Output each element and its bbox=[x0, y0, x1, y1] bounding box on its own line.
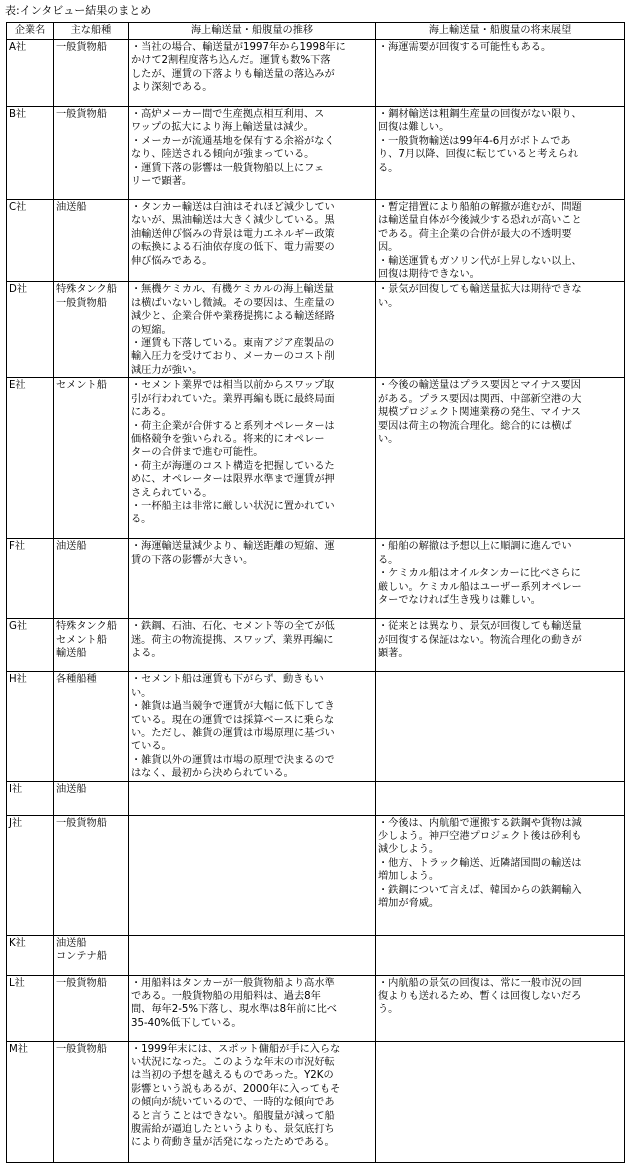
trend-cell bbox=[129, 539, 376, 619]
table-row bbox=[7, 40, 625, 107]
trend-cell bbox=[129, 935, 376, 975]
trend-line: ・荷主が海運のコスト構造を把握しているた bbox=[131, 460, 335, 472]
ship-line: 一般貨物船 bbox=[56, 297, 107, 309]
ship-type-cell bbox=[54, 107, 129, 200]
trend-cell bbox=[129, 200, 376, 282]
ship-type-cell bbox=[54, 935, 129, 975]
table-row bbox=[7, 672, 625, 781]
outlook-line: 少しよう。神戸空港プロジェクト後は砂利も bbox=[378, 830, 582, 842]
trend-line: は当初の予想を越えるものであった。Y2Kの bbox=[131, 1070, 334, 1082]
table-row bbox=[7, 781, 625, 815]
trend-line: ・運賃も下落している。東南アジア産製品の bbox=[131, 338, 335, 350]
trend-line: 価格競争を強いられる。将来的にオペレー bbox=[131, 433, 325, 445]
trend-line: より深刻である。 bbox=[131, 82, 213, 94]
outlook-line: 回復は難しい。 bbox=[378, 122, 450, 134]
trend-cell bbox=[129, 378, 376, 539]
trend-line: はなく、最初から決められている。 bbox=[131, 768, 294, 780]
ship-line: セメント船 bbox=[56, 634, 107, 646]
company-cell: M社 bbox=[7, 1041, 54, 1162]
outlook-line: り、7月以降、回復に転じていると考えられ bbox=[378, 149, 579, 161]
trend-line: い。 bbox=[131, 687, 152, 699]
outlook-line: ・暫定措置により船舶の解撤が進むが、問題 bbox=[378, 202, 582, 213]
ship-line: 油送船 bbox=[56, 783, 87, 795]
trend-cell bbox=[129, 1041, 376, 1162]
header-trend: 海上輸送量・船腹量の推移 bbox=[129, 23, 376, 40]
ship-type-cell bbox=[54, 815, 129, 935]
trend-line: ・高炉メーカー間で生産拠点相互利用、ス bbox=[131, 109, 325, 120]
trend-line: 引が行われていた。業界再編も既に最終局面 bbox=[131, 393, 335, 405]
trend-cell bbox=[129, 619, 376, 672]
company-cell: G社 bbox=[7, 619, 54, 672]
trend-line: の転換による石油依存度の低下、電力需要の bbox=[131, 242, 335, 254]
trend-line: 油輸送伸び悩みの背景は電力エネルギー政策 bbox=[131, 228, 335, 240]
trend-line: は横ばいないし微減。その要因は、生産量の bbox=[131, 297, 335, 309]
outlook-cell bbox=[376, 539, 625, 619]
table-row bbox=[7, 935, 625, 975]
table-body bbox=[7, 40, 625, 1163]
outlook-cell bbox=[376, 935, 625, 975]
outlook-line: ・鋼材輸送は粗鋼生産量の回復がない限り、 bbox=[378, 109, 582, 120]
trend-line: い状況になった。このような年末の市況好転 bbox=[131, 1056, 335, 1068]
ship-line: 一般貨物船 bbox=[56, 42, 107, 53]
trend-line: 減少と、企業合併や業務提携による輸送経路 bbox=[131, 311, 335, 323]
outlook-line: ・ケミカル船はオイルタンカーに比べさらに bbox=[378, 568, 581, 580]
trend-line: ・1999年末には、スポット傭船が手に入らな bbox=[131, 1043, 341, 1055]
outlook-line: い。 bbox=[378, 297, 399, 309]
table-row bbox=[7, 200, 625, 282]
ship-line: 油送船 bbox=[56, 541, 87, 553]
trend-line: により荷動き量が活発になったためである。 bbox=[131, 1137, 335, 1149]
outlook-line: 規模プロジェクト関連業務の発生、マイナス bbox=[378, 407, 581, 419]
table-row bbox=[7, 107, 625, 200]
outlook-cell bbox=[376, 378, 625, 539]
outlook-line: 要因は荷主の物流合理化。総合的には横ば bbox=[378, 420, 572, 432]
ship-line: 特殊タンク船 bbox=[56, 621, 117, 633]
table-row bbox=[7, 1041, 625, 1162]
company-cell: D社 bbox=[7, 282, 54, 378]
outlook-line: が回復する保証はない。物流合理化の動きが bbox=[378, 634, 582, 646]
trend-cell bbox=[129, 40, 376, 107]
header-outlook: 海上輸送量・船腹量の将来展望 bbox=[376, 23, 625, 40]
trend-line: リーで顕著。 bbox=[131, 176, 193, 188]
trend-line: 影響という説もあるが、2000年に入ってもそ bbox=[131, 1083, 341, 1095]
company-cell: C社 bbox=[7, 200, 54, 282]
table-row bbox=[7, 282, 625, 378]
outlook-line: 回復は期待できない。 bbox=[378, 269, 480, 281]
trend-line: ・雑貨は過当競争で運賃が大幅に低下してき bbox=[131, 701, 335, 713]
trend-line: ・セメント業界では相当以前からスワップ取 bbox=[131, 380, 335, 392]
table-caption: 表:インタビュー結果のまとめ bbox=[5, 4, 152, 17]
outlook-line: ・今後の輸送量はプラス要因とマイナス要因 bbox=[378, 380, 581, 392]
company-cell: A社 bbox=[7, 40, 54, 107]
trend-line: である。一般貨物船の用船料は、過去8年 bbox=[131, 990, 321, 1002]
outlook-line: がある。プラス要因は関西、中部新空港の大 bbox=[378, 393, 582, 405]
trend-line: る。 bbox=[131, 514, 152, 526]
ship-type-cell bbox=[54, 1041, 129, 1162]
ship-line: セメント船 bbox=[56, 380, 107, 392]
trend-cell bbox=[129, 975, 376, 1041]
outlook-line: ・鉄鋼について言えば、韓国からの鉄鋼輸入 bbox=[378, 884, 582, 896]
company-cell: E社 bbox=[7, 378, 54, 539]
outlook-line: る。 bbox=[378, 554, 399, 566]
ship-line: 特殊タンク船 bbox=[56, 284, 117, 296]
trend-line: したが、運賃の下落よりも輸送量の落込みが bbox=[131, 68, 335, 80]
outlook-line: 増加が脅威。 bbox=[378, 897, 440, 909]
trend-cell bbox=[129, 781, 376, 815]
trend-line: ・無機ケミカル、有機ケミカルの海上輸送量 bbox=[131, 284, 334, 296]
trend-line: めに、オペレーターは限界水準まで運賃が押 bbox=[131, 474, 335, 486]
outlook-line: ・今後は、内航船で運搬する鉄鋼や貨物は減 bbox=[378, 817, 582, 829]
ship-type-cell bbox=[54, 781, 129, 815]
trend-line: 35-40%低下している。 bbox=[131, 1017, 242, 1029]
outlook-line: である。荷主企業の合併が最大の不透明要 bbox=[378, 228, 572, 240]
company-cell: F社 bbox=[7, 539, 54, 619]
ship-type-cell bbox=[54, 282, 129, 378]
outlook-cell bbox=[376, 1041, 625, 1162]
trend-cell bbox=[129, 815, 376, 935]
company-cell: K社 bbox=[7, 935, 54, 975]
trend-line: の傾向が続いているので、一時的な傾向であ bbox=[131, 1097, 335, 1109]
ship-line: コンテナ船 bbox=[56, 950, 107, 962]
trend-cell bbox=[129, 107, 376, 200]
outlook-cell bbox=[376, 781, 625, 815]
outlook-line: 復よりも送れるため、暫くは回復しないだろ bbox=[378, 990, 582, 1002]
trend-line: ・メーカーが流通基地を保有する余裕がなく bbox=[131, 135, 335, 147]
trend-line: なり、陸送される傾向が強まっている。 bbox=[131, 149, 315, 161]
ship-type-cell bbox=[54, 975, 129, 1041]
trend-line: ターの合併まで進む可能性。 bbox=[131, 447, 264, 459]
outlook-line: う。 bbox=[378, 1004, 399, 1016]
outlook-cell bbox=[376, 107, 625, 200]
trend-line: ・セメント船は運賃も下がらず、動きもい bbox=[131, 674, 324, 686]
ship-type-cell bbox=[54, 378, 129, 539]
outlook-line: 増加しよう。 bbox=[378, 871, 440, 883]
trend-line: ている。現在の運賃では採算ベースに乗らな bbox=[131, 714, 335, 726]
trend-line: よる。 bbox=[131, 648, 162, 660]
outlook-line: 因。 bbox=[378, 242, 399, 254]
outlook-line: ・他方、トラック輸送、近隣諸国間の輸送は bbox=[378, 857, 582, 869]
table-row bbox=[7, 815, 625, 935]
interview-summary-table bbox=[6, 22, 625, 1163]
outlook-line: ・船舶の解撤は予想以上に順調に進んでい bbox=[378, 541, 572, 553]
outlook-line: ・内航船の景気の回復は、常に一般市況の回 bbox=[378, 977, 582, 989]
trend-line: 輸入圧力を受けており、メーカーのコスト削 bbox=[131, 351, 335, 363]
company-cell: B社 bbox=[7, 107, 54, 200]
trend-line: ・一杯船主は非常に厳しい状況に置かれてい bbox=[131, 500, 335, 512]
table-row bbox=[7, 975, 625, 1041]
trend-line: にある。 bbox=[131, 407, 172, 419]
trend-line: 減圧力が強い。 bbox=[131, 364, 203, 376]
ship-line: 油送船 bbox=[56, 937, 87, 949]
outlook-cell bbox=[376, 672, 625, 781]
trend-line: ・海運輸送量減少より、輸送距離の短縮、運 bbox=[131, 541, 335, 553]
trend-line: の短縮。 bbox=[131, 324, 172, 336]
ship-line: 輸送船 bbox=[56, 648, 87, 660]
ship-line: 一般貨物船 bbox=[56, 977, 107, 989]
trend-line: ると言うことはできない。船腹量が減って船 bbox=[131, 1110, 335, 1122]
outlook-line: 顕著。 bbox=[378, 648, 409, 660]
trend-line: 間、毎年2-5%下落し、現水準は8年前に比べ bbox=[131, 1004, 337, 1016]
outlook-cell bbox=[376, 619, 625, 672]
ship-type-cell bbox=[54, 200, 129, 282]
trend-line: ている。 bbox=[131, 741, 172, 753]
company-cell: L社 bbox=[7, 975, 54, 1041]
outlook-cell bbox=[376, 975, 625, 1041]
trend-line: ・タンカー輸送は白油はそれほど減少してい bbox=[131, 202, 335, 213]
trend-line: い。ただし、雑貨の運賃は市場原理に基づい bbox=[131, 727, 335, 739]
trend-line: さえられている。 bbox=[131, 487, 213, 499]
outlook-line: ターでなければ生き残りは難しい。 bbox=[378, 594, 541, 606]
outlook-line: る。 bbox=[378, 162, 399, 174]
company-cell: I社 bbox=[7, 781, 54, 815]
trend-cell bbox=[129, 282, 376, 378]
company-cell: H社 bbox=[7, 672, 54, 781]
outlook-cell bbox=[376, 282, 625, 378]
trend-line: ワップの拡大により海上輸送量は減少。 bbox=[131, 122, 314, 134]
outlook-cell bbox=[376, 40, 625, 107]
outlook-line: ・景気が回復しても輸送量拡大は期待できな bbox=[378, 284, 582, 296]
outlook-line: ・従来とは異なり、景気が回復しても輸送量 bbox=[378, 621, 582, 633]
outlook-line: 減少しよう。 bbox=[378, 844, 440, 856]
outlook-line: ・一般貨物輸送は99年4-6月がボトムであ bbox=[378, 135, 571, 147]
table-row bbox=[7, 539, 625, 619]
outlook-line: 厳しい。ケミカル船はユーザー系列オペレー bbox=[378, 581, 582, 593]
outlook-line: ・海運需要が回復する可能性もある。 bbox=[378, 42, 552, 53]
ship-line: 油送船 bbox=[56, 202, 87, 213]
ship-line: 一般貨物船 bbox=[56, 1043, 107, 1055]
outlook-line: ・輸送運賃もガソリン代が上昇しない以上、 bbox=[378, 255, 582, 267]
trend-line: ・鉄鋼、石油、石化、セメント等の全てが低 bbox=[131, 621, 335, 633]
trend-line: ないが、黒油輸送は大きく減少している。黒 bbox=[131, 215, 335, 227]
table-row bbox=[7, 619, 625, 672]
ship-type-cell bbox=[54, 619, 129, 672]
table-row bbox=[7, 378, 625, 539]
trend-line: ・荷主企業が合併すると系列オペレーターは bbox=[131, 420, 335, 432]
trend-line: 賃の下落の影響が大きい。 bbox=[131, 554, 254, 566]
ship-line: 一般貨物船 bbox=[56, 109, 107, 120]
trend-line: ・当社の場合、輸送量が1997年から1998年に bbox=[131, 42, 346, 53]
outlook-line: は輸送量自体が今後減少する恐れが高いこと bbox=[378, 215, 582, 227]
company-cell: J社 bbox=[7, 815, 54, 935]
header-ship-type: 主な船種 bbox=[54, 23, 129, 40]
trend-line: 伸び悩みである。 bbox=[131, 255, 213, 267]
header-company: 企業名 bbox=[7, 23, 54, 40]
ship-type-cell bbox=[54, 40, 129, 107]
outlook-line: い。 bbox=[378, 433, 399, 445]
trend-line: ・雑貨以外の運賃は市場の原理で決まるので bbox=[131, 754, 335, 766]
trend-line: ・運賃下落の影響は一般貨物船以上にフェ bbox=[131, 162, 325, 174]
trend-line: 腹需給が逼迫したというよりも、景気底打ち bbox=[131, 1123, 335, 1135]
ship-type-cell bbox=[54, 672, 129, 781]
trend-line: 迷。荷主の物流提携、スワップ、業界再編に bbox=[131, 634, 334, 646]
trend-cell bbox=[129, 672, 376, 781]
ship-line: 一般貨物船 bbox=[56, 817, 107, 829]
trend-line: かけて2割程度落ち込んだ。運賃も数%下落 bbox=[131, 55, 331, 67]
ship-type-cell bbox=[54, 539, 129, 619]
outlook-cell bbox=[376, 200, 625, 282]
trend-line: ・用船料はタンカーが一般貨物船より高水準 bbox=[131, 977, 335, 989]
header-row bbox=[7, 23, 625, 40]
ship-line: 各種船種 bbox=[56, 674, 97, 686]
outlook-cell bbox=[376, 815, 625, 935]
